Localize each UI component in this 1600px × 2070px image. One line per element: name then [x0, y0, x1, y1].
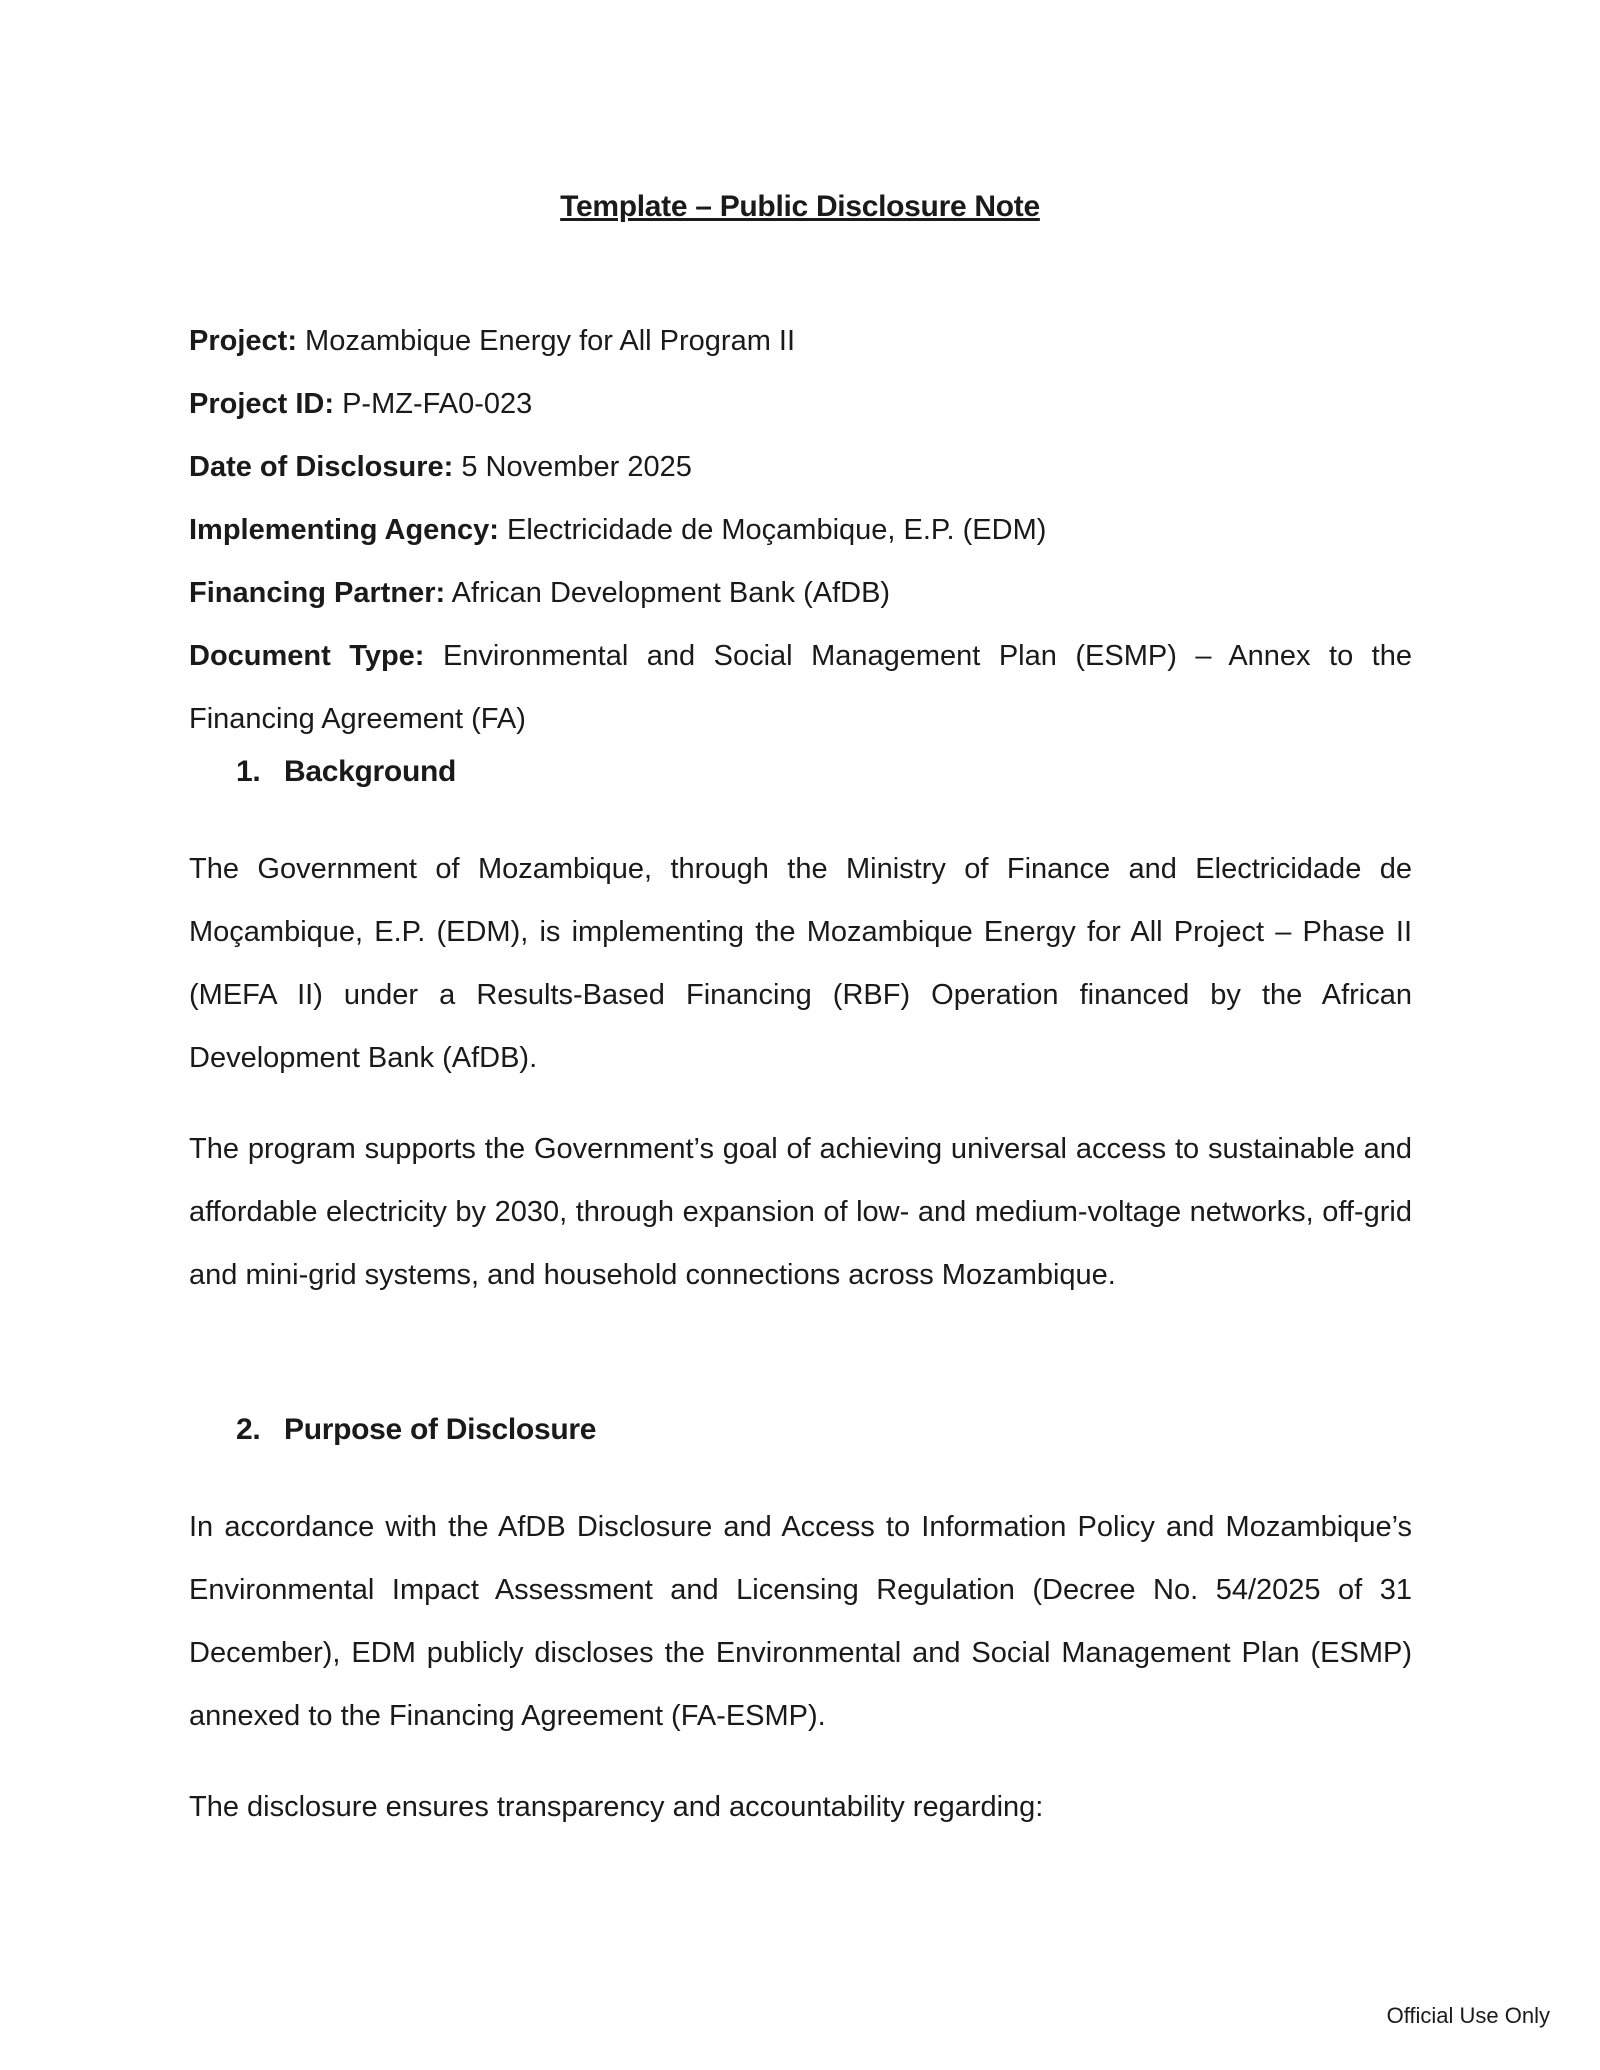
meta-value: African Development Bank (AfDB) — [451, 577, 891, 609]
meta-label: Project ID: — [189, 388, 335, 420]
meta-date-of-disclosure — [189, 436, 1412, 499]
meta-value: Environmental and Social Management Plan (ESMP) – Annex to the Financing Agreement (FA) — [189, 640, 1412, 735]
background-paragraph-2: The program supports the Government’s goal of achieving universal access to sustainable and affordable electricity by 2030, through expansion of low- and medium-voltage networks, off-grid and mini-grid systems, and household connections across Mozambique. — [189, 1133, 1412, 1291]
section-number: 2. — [236, 1413, 261, 1446]
meta-label: Financing Partner: — [189, 577, 446, 609]
meta-label: Implementing Agency: — [189, 514, 499, 546]
section-number: 1. — [236, 755, 261, 788]
purpose-paragraph-1: In accordance with the AfDB Disclosure and Access to Information Policy and Mozambique’s Environmental Impact Assessment and Licensing Regulation (Decree No. 54/2025 of 31 December), EDM publicly discloses the Environmental and Social Management Plan (ESMP) annexed to the Financing Agreement (FA-ESMP). — [189, 1511, 1412, 1732]
meta-financing-partner — [189, 562, 1412, 625]
section-title: Purpose of Disclosure — [284, 1413, 597, 1446]
meta-project — [189, 310, 1412, 373]
background-paragraph-1: The Government of Mozambique, through the Ministry of Finance and Electricidade de Moçambique, E.P. (EDM), is implementing the Mozambique Energy for All Project – Phase II (MEFA II) under a Results-Based Financing (RBF) Operation financed by the African Development Bank (AfDB). — [189, 853, 1412, 1074]
section-title: Background — [284, 755, 457, 788]
meta-value: P-MZ-FA0-023 — [342, 388, 533, 420]
meta-value: Mozambique Energy for All Program II — [305, 325, 796, 357]
meta-project-id — [189, 373, 1412, 436]
meta-label: Project: — [189, 325, 297, 357]
project-metadata — [189, 310, 1412, 751]
purpose-paragraph-2: The disclosure ensures transparency and accountability regarding: — [189, 1791, 1044, 1823]
footer-classification: Official Use Only — [1386, 2003, 1550, 2028]
meta-document-type — [189, 625, 1412, 751]
meta-value: 5 November 2025 — [461, 451, 692, 483]
section-heading-background — [236, 755, 456, 789]
meta-label: Document Type: — [189, 640, 425, 672]
meta-value: Electricidade de Moçambique, E.P. (EDM) — [506, 514, 1047, 546]
meta-label: Date of Disclosure: — [189, 451, 454, 483]
section-heading-purpose — [236, 1413, 596, 1447]
page-title: Template – Public Disclosure Note — [560, 190, 1040, 223]
meta-implementing-agency — [189, 499, 1412, 562]
